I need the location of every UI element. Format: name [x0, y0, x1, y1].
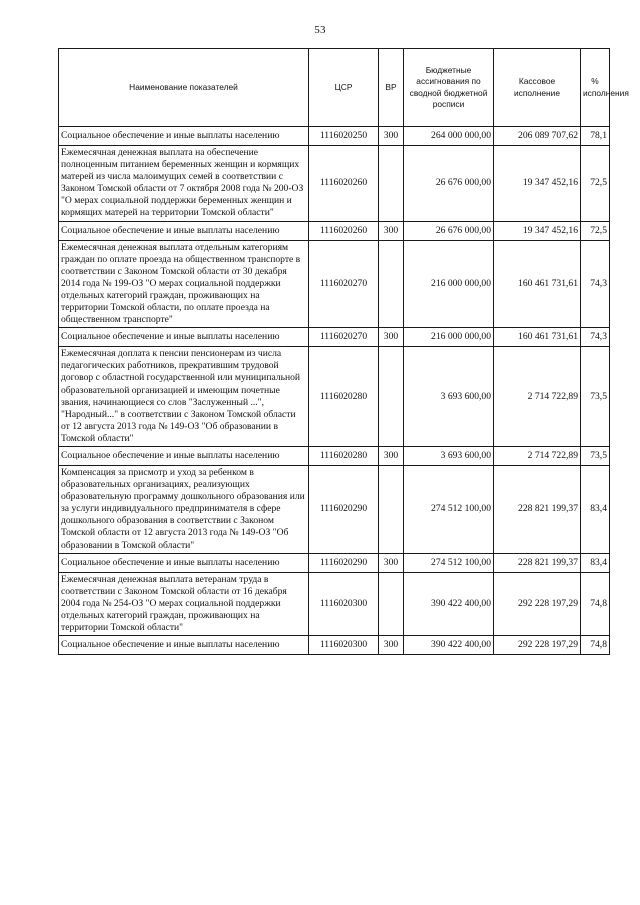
cell-csr-code: 1116020260	[309, 221, 379, 240]
cell-execution-percent: 83,4	[581, 465, 610, 553]
cell-csr-code: 1116020300	[309, 636, 379, 655]
cell-vr-code: 300	[379, 127, 404, 146]
cell-execution-percent: 78,1	[581, 127, 610, 146]
header-cash-execution: Кассовое исполнение	[494, 49, 581, 127]
budget-execution-table	[58, 48, 629, 655]
cell-csr-code: 1116020270	[309, 240, 379, 328]
cell-csr-code: 1116020290	[309, 465, 379, 553]
table-row-program	[59, 146, 610, 222]
cell-execution-percent: 74,3	[581, 328, 610, 347]
cell-name: Компенсация за присмотр и уход за ребенком в образовательных организациях, реализующих образовательную программу дошкольного образования или за услуги индивидуального предпринимателя в сфере дошкольного образования в соответствии с Законом Томской области от 12 августа 2013 года № 149-ОЗ "Об образовании в Томской области"	[59, 465, 309, 553]
cell-vr-code	[379, 465, 404, 553]
cell-name: Социальное обеспечение и иные выплаты населению	[59, 221, 309, 240]
header-budget-allocations: Бюджетные ассигнования по сводной бюджетной росписи	[404, 49, 494, 127]
cell-cash-execution: 160 461 731,61	[494, 240, 581, 328]
cell-csr-code: 1116020280	[309, 446, 379, 465]
cell-budget-allocation: 216 000 000,00	[404, 240, 494, 328]
cell-cash-execution: 228 821 199,37	[494, 553, 581, 572]
cell-name: Социальное обеспечение и иные выплаты населению	[59, 446, 309, 465]
cell-name: Социальное обеспечение и иные выплаты населению	[59, 328, 309, 347]
cell-execution-percent: 73,5	[581, 446, 610, 465]
table-row-program	[59, 240, 610, 328]
cell-name: Социальное обеспечение и иные выплаты населению	[59, 553, 309, 572]
cell-budget-allocation: 274 512 100,00	[404, 553, 494, 572]
cell-csr-code: 1116020300	[309, 572, 379, 635]
table-row-social-payments	[59, 221, 610, 240]
cell-cash-execution: 19 347 452,16	[494, 146, 581, 222]
table-row-social-payments	[59, 446, 610, 465]
table-row-social-payments	[59, 127, 610, 146]
cell-execution-percent: 74,8	[581, 572, 610, 635]
cell-execution-percent: 72,5	[581, 146, 610, 222]
cell-budget-allocation: 390 422 400,00	[404, 636, 494, 655]
cell-cash-execution: 2 714 722,89	[494, 446, 581, 465]
cell-name: Социальное обеспечение и иные выплаты населению	[59, 127, 309, 146]
cell-vr-code	[379, 146, 404, 222]
cell-cash-execution: 292 228 197,29	[494, 572, 581, 635]
cell-cash-execution: 228 821 199,37	[494, 465, 581, 553]
cell-vr-code	[379, 347, 404, 447]
cell-cash-execution: 206 089 707,62	[494, 127, 581, 146]
header-name: Наименование показателей	[59, 49, 309, 127]
cell-execution-percent: 72,5	[581, 221, 610, 240]
table-header-row	[59, 49, 610, 127]
cell-csr-code: 1116020260	[309, 146, 379, 222]
cell-execution-percent: 74,3	[581, 240, 610, 328]
cell-name: Ежемесячная доплата к пенсии пенсионерам из числа педагогических работников, прекратившим трудовой договор с областной государственной или муниципальной образовательной организацией и имеющим почетные звания, начинающиеся со слов "Заслуженный ...", "Народный..." в соответствии с Законом Томской области от 12 августа 2013 года № 149-ОЗ "Об образовании в Томской области"	[59, 347, 309, 447]
table-row-program	[59, 465, 610, 553]
cell-vr-code: 300	[379, 446, 404, 465]
cell-name: Ежемесячная денежная выплата ветеранам труда в соответствии с Законом Томской области от 16 декабря 2004 года № 254-ОЗ "О мерах социальной поддержки отдельных категорий граждан, проживающих на территории Томской области"	[59, 572, 309, 635]
table-body	[59, 127, 610, 655]
cell-execution-percent: 83,4	[581, 553, 610, 572]
cell-cash-execution: 160 461 731,61	[494, 328, 581, 347]
header-vr: ВР	[379, 49, 404, 127]
cell-name: Ежемесячная денежная выплата отдельным категориям граждан по оплате проезда на общественном транспорте в соответствии с Законом Томской области от 30 декабря 2014 года № 199-ОЗ "О мерах социальной поддержки отдельных категорий граждан, проживающих на территории Томской области, по оплате проезда на общественном транспорте"	[59, 240, 309, 328]
table-row-program	[59, 347, 610, 447]
table-row-social-payments	[59, 553, 610, 572]
cell-budget-allocation: 3 693 600,00	[404, 446, 494, 465]
cell-execution-percent: 73,5	[581, 347, 610, 447]
cell-cash-execution: 292 228 197,29	[494, 636, 581, 655]
header-csr: ЦСР	[309, 49, 379, 127]
cell-budget-allocation: 26 676 000,00	[404, 146, 494, 222]
cell-vr-code: 300	[379, 328, 404, 347]
cell-vr-code	[379, 240, 404, 328]
cell-csr-code: 1116020250	[309, 127, 379, 146]
header-execution-percent: % исполнения	[581, 49, 610, 127]
page-number: 53	[314, 24, 326, 36]
cell-budget-allocation: 390 422 400,00	[404, 572, 494, 635]
cell-execution-percent: 74,8	[581, 636, 610, 655]
cell-csr-code: 1116020280	[309, 347, 379, 447]
cell-name: Ежемесячная денежная выплата на обеспечение полноценным питанием беременных женщин и кормящих матерей из числа малоимущих семей в соответствии с Законом Томской области от 7 октября 2008 года № 200-ОЗ "О мерах социальной поддержки беременных женщин и кормящих матерей на территории Томской области"	[59, 146, 309, 222]
table-row-social-payments	[59, 328, 610, 347]
table-row-program	[59, 572, 610, 635]
cell-vr-code: 300	[379, 553, 404, 572]
cell-name: Социальное обеспечение и иные выплаты населению	[59, 636, 309, 655]
cell-budget-allocation: 26 676 000,00	[404, 221, 494, 240]
cell-vr-code: 300	[379, 636, 404, 655]
cell-budget-allocation: 216 000 000,00	[404, 328, 494, 347]
cell-cash-execution: 19 347 452,16	[494, 221, 581, 240]
cell-csr-code: 1116020290	[309, 553, 379, 572]
cell-vr-code: 300	[379, 221, 404, 240]
cell-budget-allocation: 3 693 600,00	[404, 347, 494, 447]
cell-vr-code	[379, 572, 404, 635]
cell-budget-allocation: 264 000 000,00	[404, 127, 494, 146]
cell-budget-allocation: 274 512 100,00	[404, 465, 494, 553]
table-row-social-payments	[59, 636, 610, 655]
cell-cash-execution: 2 714 722,89	[494, 347, 581, 447]
cell-csr-code: 1116020270	[309, 328, 379, 347]
